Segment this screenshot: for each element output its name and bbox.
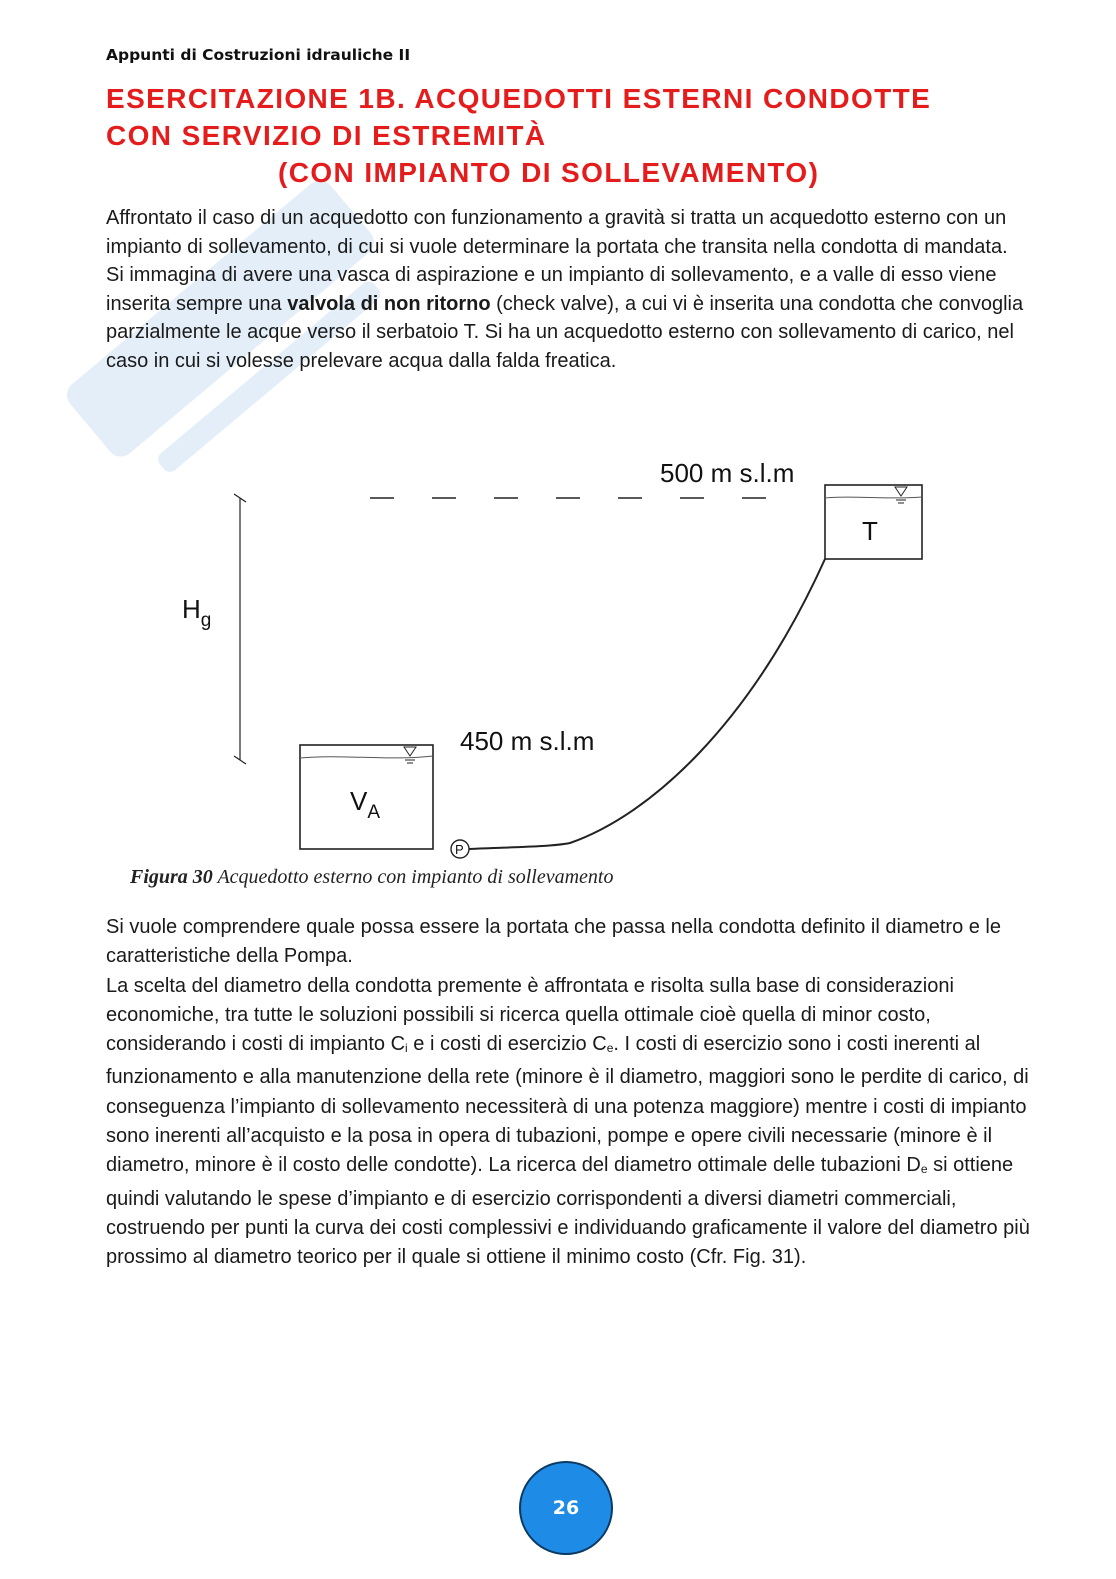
- tank-t-label: T: [862, 516, 878, 546]
- title-line-3: (CON IMPIANTO DI SOLLEVAMENTO): [278, 157, 820, 188]
- body-paragraph-1: Si vuole comprendere quale possa essere la portata che passa nella condotta definito il diametro e le caratteristiche della Pompa.: [106, 916, 1001, 968]
- intro-text: [106, 204, 1036, 375]
- tank-va-water-line: [300, 756, 433, 758]
- tank-va-water-symbol-icon: [404, 747, 416, 763]
- title-line-1: ESERCITAZIONE 1B. ACQUEDOTTI ESTERNI CONDOTTE: [106, 83, 932, 114]
- caption-label: Figura 30: [130, 866, 213, 888]
- intro-p2-text-b: (check valve), a cui vi è inserita una condotta che convoglia parzialmente le acque verso il serbatoio T. Si ha un acquedotto esterno con sollevamento di carico, nel caso in cui si volesse prelevare acqua dalla falda freatica.: [106, 292, 1024, 372]
- page-number-badge: [519, 1461, 613, 1555]
- pump-label: P: [455, 842, 464, 857]
- body-paragraph-2: [106, 972, 1036, 1273]
- body-p2-text-a: La scelta del diametro della condotta premente è affrontata e risolta sulla base di considerazioni economiche, tra tutte le soluzioni possibili si ricerca quella ottimale cioè quella di minor costo, considerando i costi di impianto C: [106, 974, 954, 1056]
- body-text: [106, 913, 1036, 1273]
- intro-paragraph-1: Affrontato il caso di un acquedotto con funzionamento a gravità si tratta un acquedotto esterno con un impianto di sollevamento, di cui si vuole determinare la portata che transita nella condotta di mandata.: [106, 207, 1008, 258]
- caption-text: Acquedotto esterno con impianto di sollevamento: [212, 866, 614, 888]
- hg-label: $H_g$: [182, 594, 212, 631]
- running-header: Appunti di Costruzioni idrauliche II: [106, 46, 411, 64]
- subscript-i: i: [405, 1041, 408, 1056]
- figure-caption: [130, 866, 614, 889]
- title-line-2: CON SERVIZIO DI ESTREMITÀ: [106, 120, 547, 151]
- section-title: [106, 80, 1026, 191]
- intro-p2-bold: valvola di non ritorno: [287, 292, 491, 315]
- bottom-level-label: 450 m s.l.m: [460, 726, 595, 756]
- subscript-e: e: [606, 1041, 614, 1056]
- delivery-pipe: [469, 559, 825, 849]
- tank-t-water-line: [825, 497, 922, 498]
- intro-p2-text-a: Si immagina di avere una vasca di aspirazione e un impianto di sollevamento, e a valle di esso viene inserita sempre una: [106, 264, 997, 315]
- subscript-e-2: e: [920, 1162, 928, 1177]
- body-p2-text-c: . I costi di esercizio sono i costi inerenti al funzionamento e alla manutenzione della rete (minore è il diametro, maggiori sono le perdite di carico, di conseguenza l’impianto di sollevamento necessiterà di una potenza maggiore) mentre i costi di impianto sono inerenti all’acquisto e la posa in opera di tubazioni, pompe e opere civili necessarie (minore è il diametro, minore è il costo delle condotte). La ricerca del diametro ottimale delle tubazioni D: [106, 1033, 1029, 1177]
- aqueduct-diagram: [150, 445, 950, 865]
- body-p2-text-b: e i costi di esercizio C: [407, 1033, 607, 1056]
- tank-t-water-symbol-icon: [895, 487, 907, 503]
- intro-paragraph-2: [106, 261, 1036, 375]
- top-level-label: 500 m s.l.m: [660, 458, 795, 488]
- tank-va-label: $V_A$: [350, 786, 381, 823]
- page-number: 26: [552, 1497, 580, 1519]
- body-p2-text-d: si ottiene quindi valutando le spese d’impianto e di esercizio corrispondenti a diversi diametri commerciali, costruendo per punti la curva dei costi complessivi e individuando graficamente il valore del diametro più prossimo al diametro teorico per il quale si ottiene il minimo costo (Cfr. Fig. 31).: [106, 1154, 1030, 1269]
